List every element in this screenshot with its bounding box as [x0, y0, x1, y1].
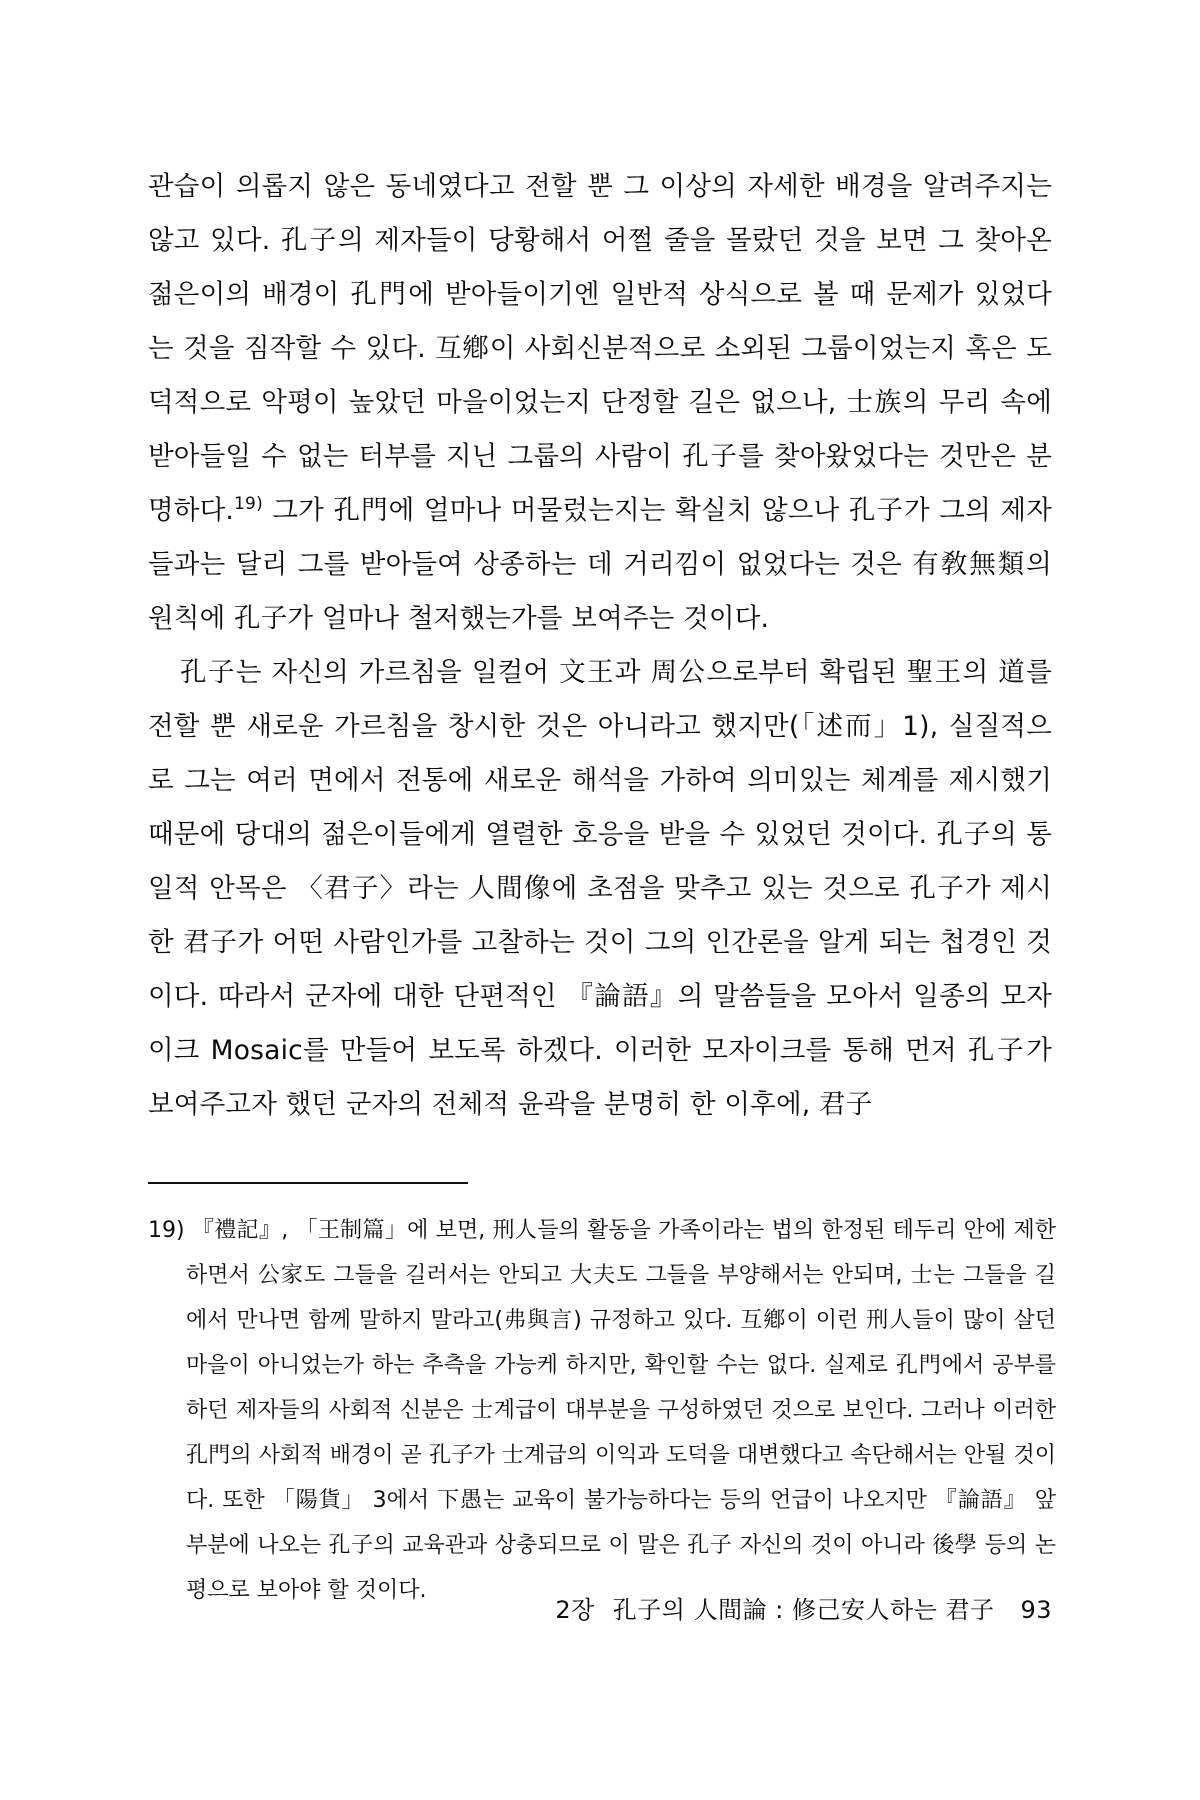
footnote-item: 19) 『禮記』, 「王制篇」에 보면, 刑人들의 활동을 가족이라는 법의 한정된 테두리 안에 제한하면서 公家도 그들을 길러서는 안되고 大夫도 그들을 부양해서는 안되며, 士는 그들을 길에서 만나면 함께 말하지 말라고(弗與言) 규정하고 있다. 互鄕이 이런 刑人들이 많이 살던 마을이 아니었는가 하는 추측을 가능케 하지만, 확인할 수는 없다. 실제로 孔門에서 공부를 하던 제자들의 사회적 신분은 士계급이 대부분을 구성하였던 것으로 보인다. 그러나 이러한 孔門의 사회적 배경이 곧 孔子가 士계급의 이익과 도덕을 대변했다고 속단해서는 안될 것이다. 또한 「陽貨」 3에서 下愚는 교육이 불가능하다는 등의 언급이 나오지만 『論語』 앞부분에 나오는 孔子의 교육관과 상충되므로 이 말은 孔子 자신의 것이 아니라 後學 등의 논평으로 보아야 할 것이다. [148, 1218, 1056, 1603]
page-footer [148, 1590, 1052, 1625]
footer-chapter: 2장 [555, 1596, 595, 1624]
paragraph-second: 孔子는 자신의 가르침을 일컬어 文王과 周公으로부터 확립된 聖王의 道를 전할 뿐 새로운 가르침을 창시한 것은 아니라고 했지만(「述而」1), 실질적으로 그는 여러 면에서 전통에 새로운 해석을 가하여 의미있는 체계를 제시했기 때문에 당대의 젊은이들에게 열렬한 호응을 받을 수 있었던 것이다. 孔子의 통일적 안목은 〈君子〉라는 人間像에 초점을 맞추고 있는 것으로 孔子가 제시한 君子가 어떤 사람인가를 고찰하는 것이 그의 인간론을 알게 되는 첩경인 것이다. 따라서 군자에 대한 단편적인 『論語』의 말씀들을 모아서 일종의 모자이크 Mosaic를 만들어 보도록 하겠다. 이러한 모자이크를 통해 먼저 孔子가 보여주고자 했던 군자의 전체적 윤곽을 분명히 한 이후에, 君子 [148, 657, 1052, 1120]
footnote-divider [148, 1182, 468, 1184]
paragraph-text: 관습이 의롭지 않은 동네였다고 전할 뿐 그 이상의 자세한 배경을 알려주지는 않고 있다. 孔子의 제자들이 당황해서 어쩔 줄을 몰랐던 것을 보면 그 찾아온 젊은이의 배경이 孔門에 받아들이기엔 일반적 상식으로 볼 때 문제가 있었다는 것을 짐작할 수 있다. 互鄕이 사회신분적으로 소외된 그룹이었는지 혹은 도덕적으로 악평이 높았던 마을이었는지 단정할 길은 없으나, 士族의 무리 속에 받아들일 수 없는 터부를 지닌 그룹의 사람이 孔子를 찾아왔었다는 것만은 분명하다. [148, 171, 1052, 526]
paragraph-text-cont: 그가 孔門에 얼마나 머물렀는지는 확실치 않으나 孔子가 그의 제자들과는 달리 그를 받아들여 상종하는 데 거리낌이 없었다는 것은 有敎無類의 원칙에 孔子가 얼마나 철저했는가를 보여주는 것이다. [148, 495, 1052, 634]
page-number: 93 [1020, 1596, 1052, 1624]
body-text [148, 160, 1052, 1132]
footer-title: 孔子의 人間論 : 修己安人하는 君子 [612, 1596, 995, 1624]
footnote-reference: 19) [234, 494, 263, 515]
footnote-block [148, 1208, 1056, 1613]
paragraph-continued [148, 160, 1052, 646]
